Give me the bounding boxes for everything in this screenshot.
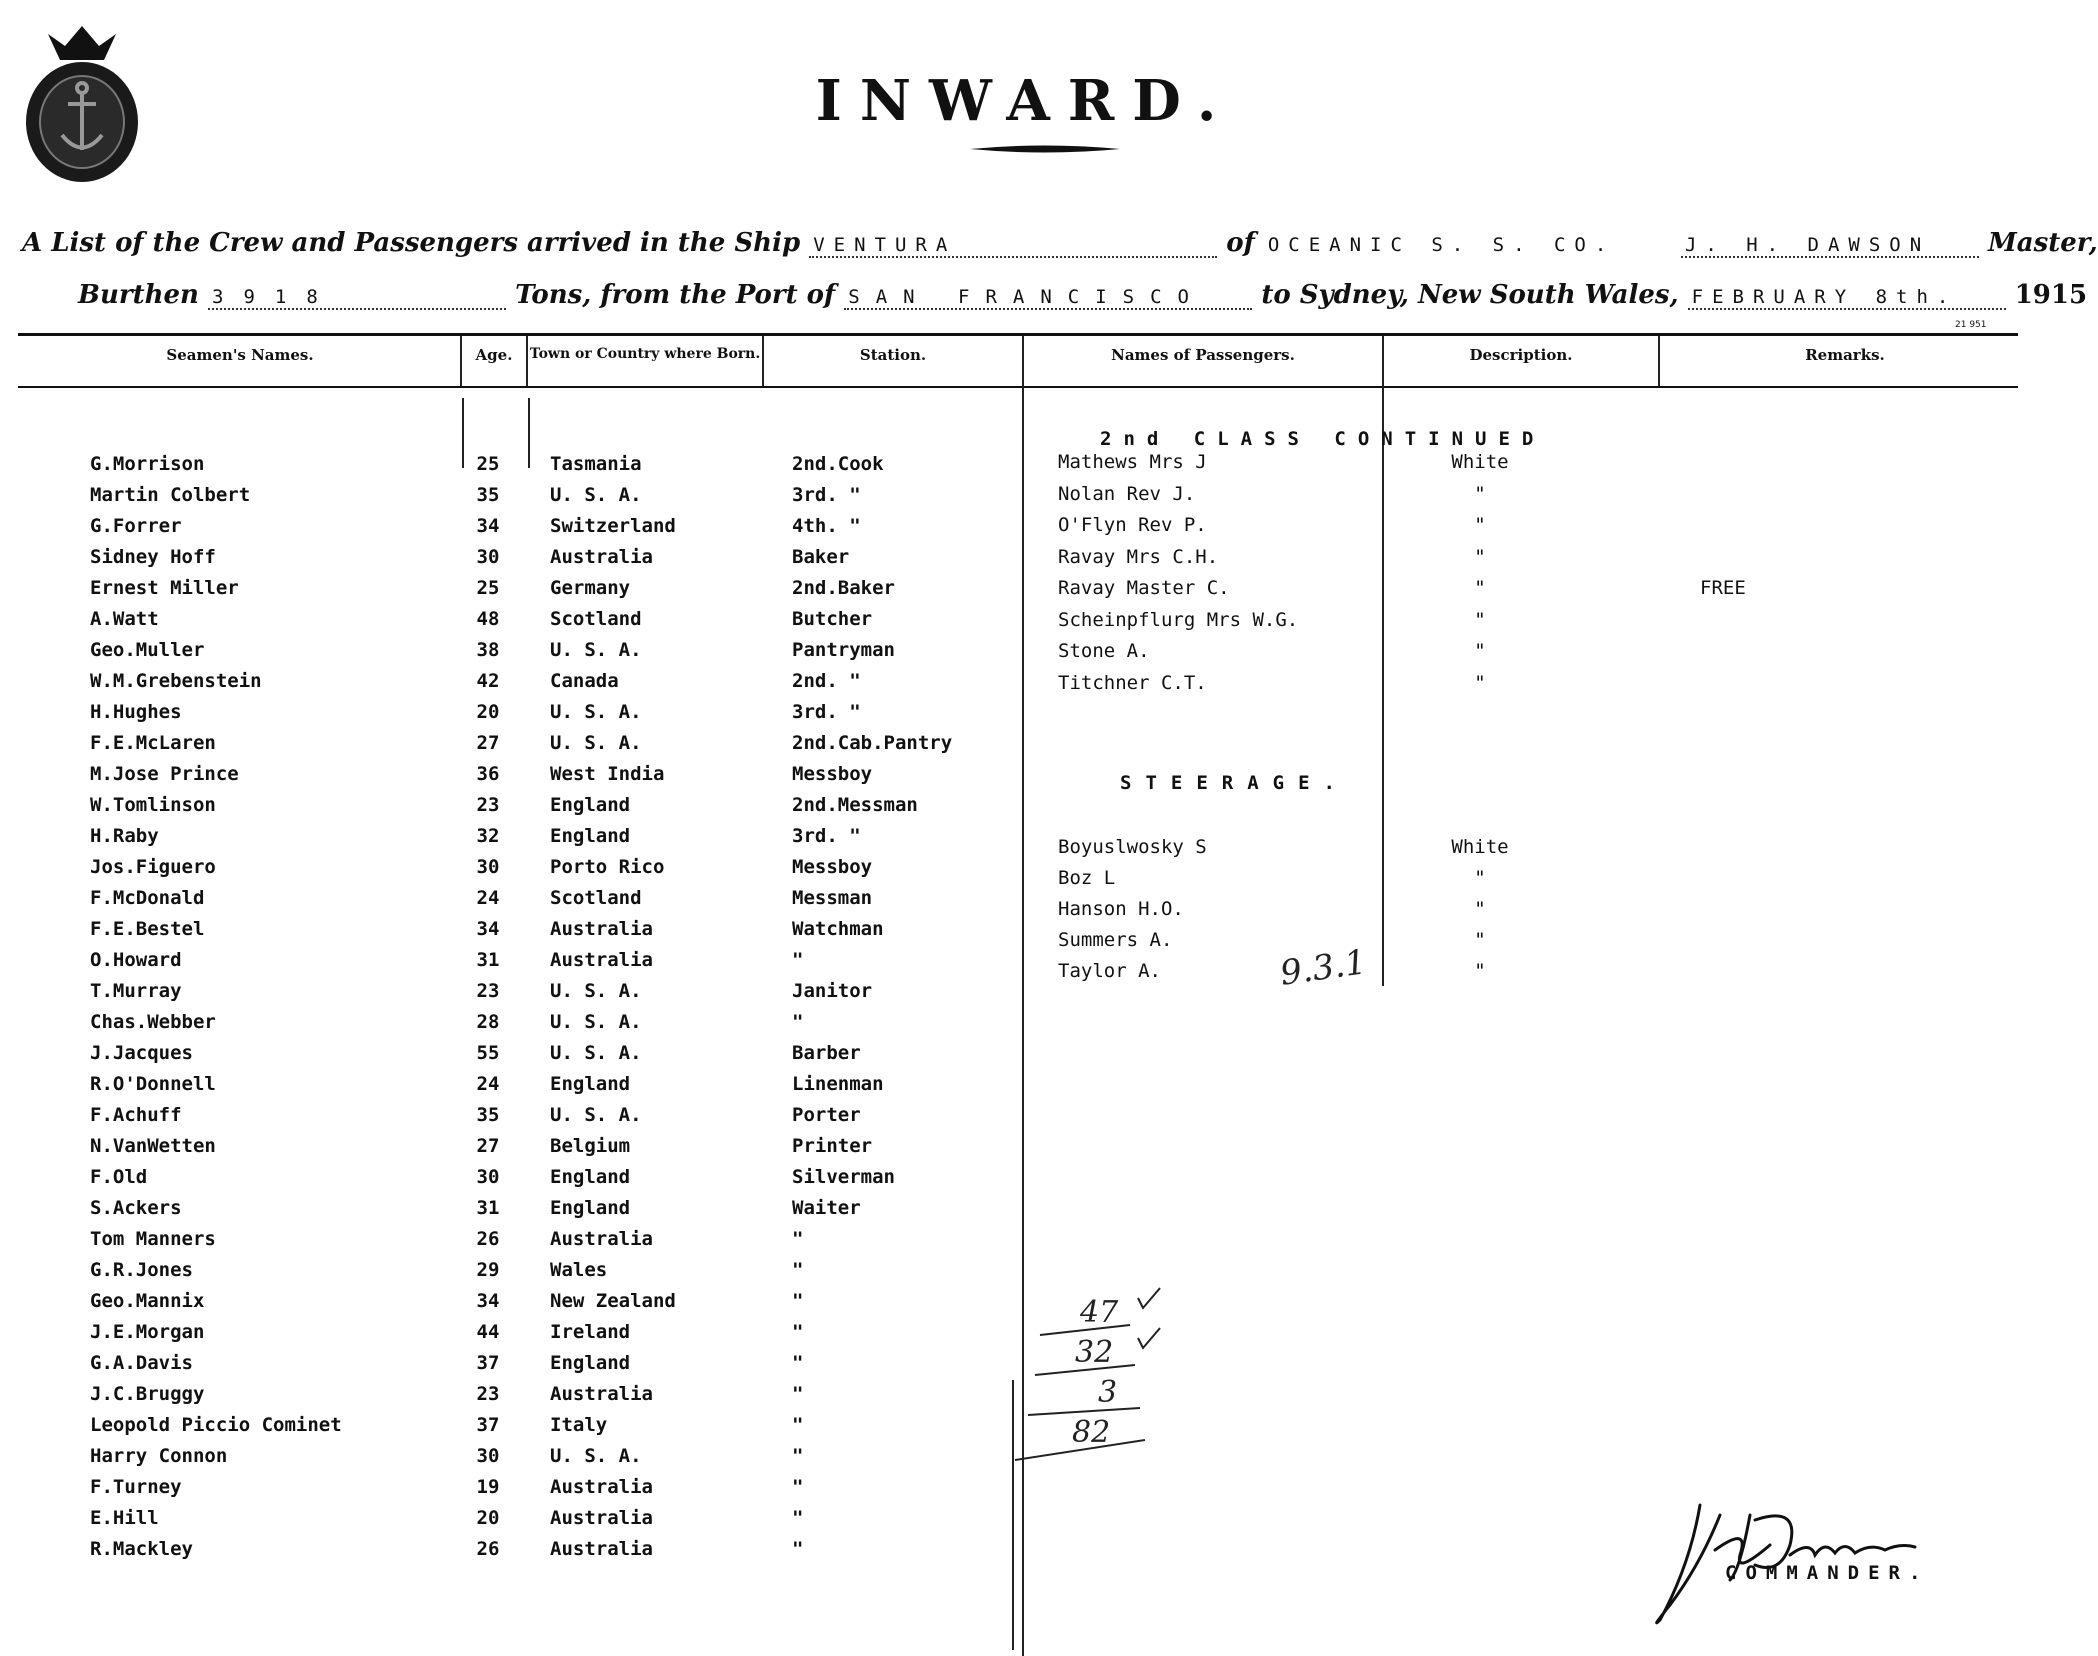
crew-born: England [550,794,631,816]
crew-station: " [792,1290,804,1312]
crew-name: M.Jose Prince [90,763,239,785]
crew-born: England [550,1166,631,1188]
crew-age: 30 [476,546,500,568]
crew-born: Switzerland [550,515,676,537]
crew-born: Australia [550,1538,653,1560]
crew-station: 4th. " [792,515,861,537]
crew-born: U. S. A. [550,1104,642,1126]
crew-station: 3rd. " [792,701,861,723]
crew-born: Scotland [550,608,642,630]
form-code: 21 951 [1955,320,1987,330]
crew-age: 28 [476,1011,500,1033]
crew-name: N.VanWetten [90,1135,216,1157]
crew-born: U. S. A. [550,701,642,723]
year-field: 1915 [2014,280,2088,310]
crew-name: Harry Connon [90,1445,228,1467]
crew-name: F.Achuff [90,1104,182,1126]
crew-station: Linenman [792,1073,884,1095]
crew-born: Tasmania [550,453,642,475]
crew-age: 35 [476,1104,500,1126]
col-header-description: Description. [1469,346,1573,364]
commander-label: COMMANDER. [1725,1562,1930,1584]
crew-age: 26 [476,1538,500,1560]
passenger-description: " [1474,640,1486,662]
crew-age: 48 [476,608,500,630]
crew-age: 31 [476,1197,500,1219]
crew-age: 26 [476,1228,500,1250]
table-top-rule [18,333,2018,336]
crew-age: 29 [476,1259,500,1281]
crew-born: Scotland [550,887,642,909]
crew-name: Leopold Piccio Cominet [90,1414,342,1436]
crew-name: W.M.Grebenstein [90,670,262,692]
crew-born: West India [550,763,665,785]
crew-born: Canada [550,670,619,692]
crew-name: Sidney Hoff [90,546,216,568]
crew-age: 19 [476,1476,500,1498]
crew-name: F.Old [90,1166,148,1188]
steerage-description: " [1474,929,1486,951]
crew-age: 32 [476,825,500,847]
crew-name: Geo.Muller [90,639,205,661]
crew-station: Porter [792,1104,861,1126]
crew-name: F.McDonald [90,887,205,909]
tally-value: 47 [1080,1295,1119,1330]
crew-age: 25 [476,577,500,599]
crew-born: Italy [550,1414,608,1436]
crew-age: 35 [476,484,500,506]
crew-age: 34 [476,918,500,940]
crew-born: England [550,825,631,847]
crew-station: " [792,1011,804,1033]
crew-born: Australia [550,949,653,971]
tons-label: Tons, from the Port of [515,280,836,310]
crew-station: " [792,1538,804,1560]
crew-name: Tom Manners [90,1228,216,1250]
crew-age: 25 [476,453,500,475]
crew-age: 30 [476,856,500,878]
crew-station: Waiter [792,1197,861,1219]
crew-age: 31 [476,949,500,971]
crew-born: Australia [550,918,653,940]
passenger-name: Ravay Mrs C.H. [1058,546,1219,568]
owner-field: OCEANIC S. S. CO. [1267,234,1616,256]
crew-age: 38 [476,639,500,661]
crew-name: Jos.Figuero [90,856,216,878]
crew-age: 20 [476,1507,500,1529]
page-title: INWARD. [815,68,1235,134]
passenger-description: " [1474,546,1486,568]
crew-station: 2nd.Messman [792,794,918,816]
passenger-name: Scheinpflurg Mrs W.G. [1058,609,1299,631]
crew-station: Janitor [792,980,873,1002]
crew-age: 30 [476,1445,500,1467]
burthen-field: 3918 [208,286,506,310]
crew-station: Watchman [792,918,884,940]
crew-age: 24 [476,1073,500,1095]
passenger-name: Mathews Mrs J [1058,451,1207,473]
passenger-name: Nolan Rev J. [1058,483,1196,505]
crew-name: F.E.Bestel [90,918,205,940]
crew-born: England [550,1197,631,1219]
col-header-age: Age. [475,346,513,364]
crew-station: Messboy [792,856,873,878]
crew-name: Chas.Webber [90,1011,216,1033]
col-divider-1-body [462,398,464,468]
crew-station: " [792,1321,804,1343]
crew-age: 27 [476,1135,500,1157]
crew-born: Ireland [550,1321,631,1343]
crew-name: J.C.Bruggy [90,1383,205,1405]
tally-rules [1010,1290,1170,1470]
crew-station: 2nd.Cook [792,453,884,475]
crew-name: G.Forrer [90,515,182,537]
of-label: of [1226,228,1255,258]
passenger-description: " [1474,483,1486,505]
crew-station: " [792,1476,804,1498]
crew-station: " [792,1352,804,1374]
crew-name: T.Murray [90,980,182,1002]
crew-station: 2nd. " [792,670,861,692]
crew-age: 27 [476,732,500,754]
crew-age: 23 [476,794,500,816]
col-header-station: Station. [859,346,927,364]
crew-born: U. S. A. [550,732,642,754]
crew-born: Australia [550,546,653,568]
crew-station: " [792,1383,804,1405]
table-header-rule [18,386,2018,388]
handwritten-note: 9.3.1 [1277,942,1369,994]
crew-station: Baker [792,546,850,568]
crew-name: S.Ackers [90,1197,182,1219]
crew-age: 34 [476,1290,500,1312]
crew-born: Australia [550,1507,653,1529]
tally-value: 32 [1075,1335,1114,1370]
passenger-description: White [1451,451,1509,473]
crew-name: O.Howard [90,949,182,971]
crew-age: 23 [476,1383,500,1405]
header-prefix: A List of the Crew and Passengers arrived in the Ship [22,228,801,258]
master-field: J. H. DAWSON [1681,234,1979,258]
crew-born: New Zealand [550,1290,676,1312]
steerage-description: " [1474,960,1486,982]
crew-station: " [792,1259,804,1281]
crew-born: U. S. A. [550,1011,642,1033]
date-field: FEBRUARY 8th. [1688,286,2006,310]
crew-name: G.Morrison [90,453,205,475]
crew-station: " [792,1414,804,1436]
crew-born: Belgium [550,1135,631,1157]
crew-born: U. S. A. [550,980,642,1002]
steerage-name: Boz L [1058,867,1116,889]
crew-name: F.Turney [90,1476,182,1498]
crew-station: Butcher [792,608,873,630]
crew-name: A.Watt [90,608,159,630]
col-divider-2-body [528,398,530,468]
crew-station: " [792,1507,804,1529]
passenger-name: Stone A. [1058,640,1150,662]
passenger-description: " [1474,609,1486,631]
crew-age: 44 [476,1321,500,1343]
crew-born: Germany [550,577,631,599]
crew-age: 37 [476,1414,500,1436]
crew-station: 3rd. " [792,825,861,847]
crew-name: W.Tomlinson [90,794,216,816]
crew-name: H.Hughes [90,701,182,723]
crew-age: 55 [476,1042,500,1064]
crew-name: R.Mackley [90,1538,193,1560]
crew-born: U. S. A. [550,639,642,661]
port-field: SAN FRANCISCO [844,286,1252,310]
col-header-seamen: Seamen's Names. [166,346,314,364]
crew-name: H.Raby [90,825,159,847]
steerage-description: " [1474,898,1486,920]
header-line-1 [22,228,2098,258]
crew-station: " [792,949,804,971]
crew-born: Wales [550,1259,608,1281]
burthen-label: Burthen [78,280,199,310]
tally-value: 82 [1072,1415,1111,1450]
crew-station: 2nd.Cab.Pantry [792,732,953,754]
crew-age: 34 [476,515,500,537]
steerage-name: Boyuslwosky S [1058,836,1207,858]
crew-born: England [550,1352,631,1374]
passenger-remark: FREE [1700,577,1746,599]
master-label: Master, [1987,228,2098,258]
steerage-description: " [1474,867,1486,889]
second-class-heading: 2nd CLASS CONTINUED [1100,428,1546,450]
steerage-heading: STEERAGE. [1120,772,1349,794]
col-header-remarks: Remarks. [1805,346,1885,364]
crew-born: U. S. A. [550,1445,642,1467]
crew-born: Australia [550,1228,653,1250]
steerage-name: Hanson H.O. [1058,898,1184,920]
crew-station: Silverman [792,1166,895,1188]
crew-station: Messboy [792,763,873,785]
crew-age: 37 [476,1352,500,1374]
passenger-name: Ravay Master C. [1058,577,1230,599]
crew-born: Australia [550,1476,653,1498]
passenger-name: O'Flyn Rev P. [1058,514,1207,536]
passenger-description: " [1474,577,1486,599]
crew-name: Ernest Miller [90,577,239,599]
ship-name-field: VENTURA [809,234,1217,258]
tally-value: 3 [1098,1375,1118,1410]
passenger-description: " [1474,514,1486,536]
crew-station: 3rd. " [792,484,861,506]
col-header-passengers: Names of Passengers. [1111,346,1295,364]
crew-name: E.Hill [90,1507,159,1529]
crew-born: Porto Rico [550,856,665,878]
crew-name: Geo.Mannix [90,1290,205,1312]
crew-station: 2nd.Baker [792,577,895,599]
crew-age: 20 [476,701,500,723]
crew-name: G.R.Jones [90,1259,193,1281]
header-line-2 [78,280,2087,310]
to-label: to Sydney, New South Wales, [1261,280,1679,310]
crew-station: Barber [792,1042,861,1064]
crew-age: 30 [476,1166,500,1188]
crew-station: " [792,1228,804,1250]
crew-station: Pantryman [792,639,895,661]
crew-age: 23 [476,980,500,1002]
crew-station: Printer [792,1135,873,1157]
steerage-name: Taylor A. [1058,960,1161,982]
crew-name: J.Jacques [90,1042,193,1064]
signature-text [1639,1494,1651,1496]
crew-born: England [550,1073,631,1095]
col-header-born: Town or Country where Born. [529,346,761,362]
passenger-description: " [1474,672,1486,694]
steerage-name: Summers A. [1058,929,1173,951]
steerage-description: White [1451,836,1509,858]
crew-born: U. S. A. [550,1042,642,1064]
crew-born: Australia [550,1383,653,1405]
crew-age: 24 [476,887,500,909]
crew-name: G.A.Davis [90,1352,193,1374]
crew-age: 36 [476,763,500,785]
passenger-name: Titchner C.T. [1058,672,1207,694]
crew-station: " [792,1445,804,1467]
crew-station: Messman [792,887,873,909]
crew-born: U. S. A. [550,484,642,506]
crew-name: R.O'Donnell [90,1073,216,1095]
crew-name: Martin Colbert [90,484,251,506]
crew-name: J.E.Morgan [90,1321,205,1343]
crew-name: F.E.McLaren [90,732,216,754]
title-ornament [970,142,1120,156]
crew-age: 42 [476,670,500,692]
